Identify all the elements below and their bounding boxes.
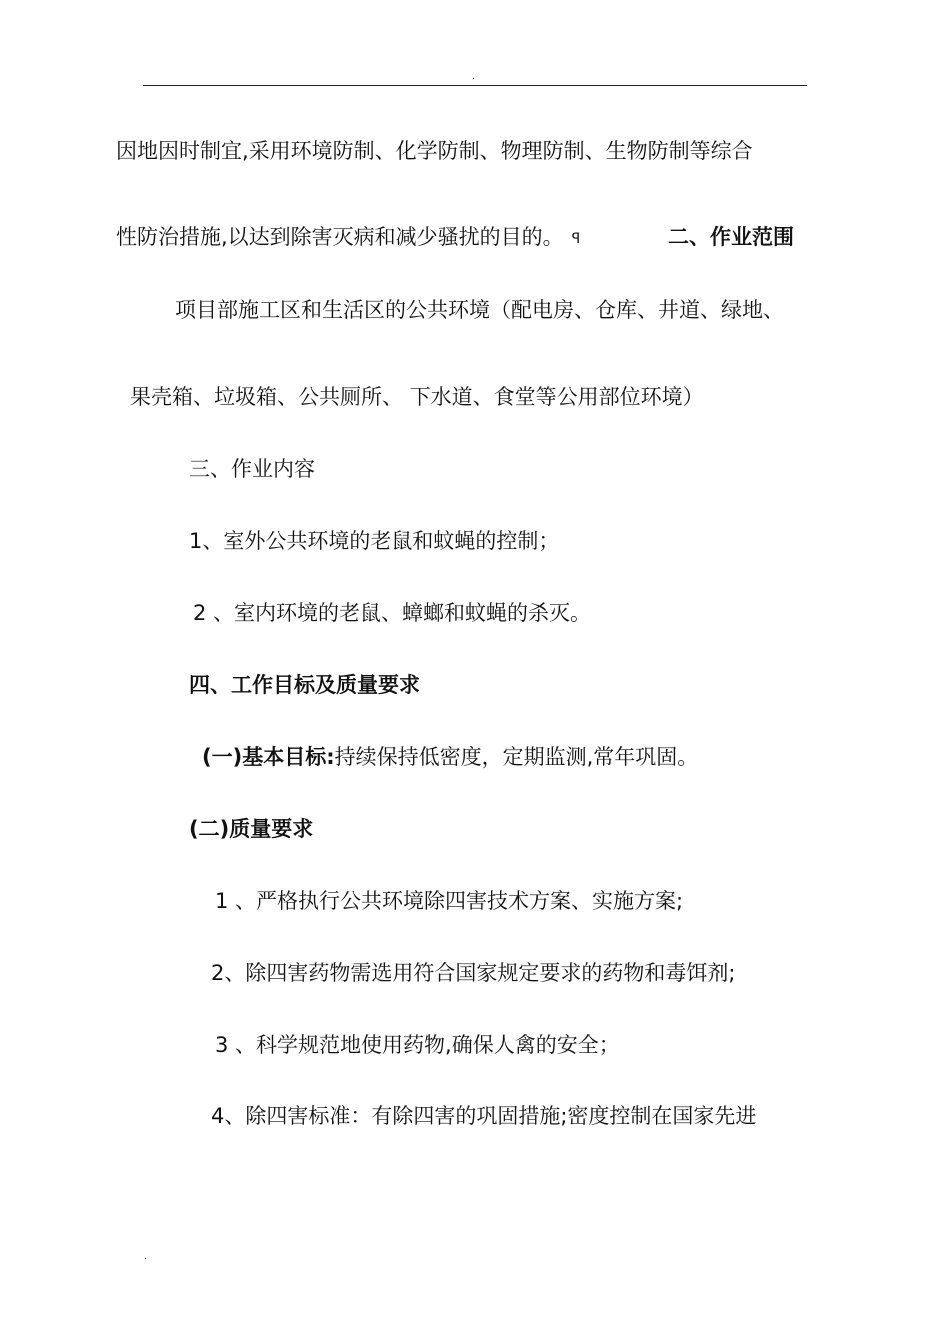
- section-heading-text: 三、作业内容: [189, 457, 315, 481]
- paragraph-line: 果壳箱、垃圾箱、公共厕所、 下水道、食堂等公用部位环境）: [130, 385, 704, 409]
- footer-dot: .: [144, 1251, 148, 1262]
- paragraph-line: 项目部施工区和生活区的公共环境（配电房、仓库、井道、绿地、: [175, 298, 784, 322]
- paragraph-line: [116, 222, 580, 254]
- subheading-quality: (二)质量要求: [189, 817, 314, 841]
- paragraph-text: 性防治措施,以达到除害灭病和减少骚扰的目的。: [116, 225, 564, 249]
- list-item: 4、除四害标准：有除四害的巩固措施;密度控制在国家先进: [211, 1104, 757, 1128]
- paragraph-line: 因地因时制宜,采用环境防制、化学防制、物理防制、生物防制等综合: [116, 139, 753, 163]
- mark-glyph: ꟼ: [571, 231, 581, 247]
- section-heading-goals: 四、工作目标及质量要求: [189, 673, 420, 697]
- list-item: 2 、室内环境的老鼠、蟑螂和蚊蝇的杀灭。: [193, 601, 592, 625]
- header-rule: [143, 85, 807, 86]
- goal-label: (一)基本目标:: [202, 745, 335, 769]
- list-item: 1 、严格执行公共环境除四害技术方案、实施方案;: [215, 889, 684, 913]
- list-item: 2、除四害药物需选用符合国家规定要求的药物和毒饵剂;: [211, 961, 736, 985]
- goal-text: 持续保持低密度，定期监测,常年巩固。: [334, 745, 699, 769]
- list-item: 3 、科学规范地使用药物,确保人禽的安全；: [215, 1033, 620, 1057]
- section-heading-scope: 二、作业范围: [668, 225, 794, 249]
- header-dot: .: [472, 71, 476, 82]
- section-heading-content: [189, 454, 315, 484]
- goal-line: [202, 742, 698, 772]
- list-item: 1、室外公共环境的老鼠和蚊蝇的控制；: [189, 529, 560, 553]
